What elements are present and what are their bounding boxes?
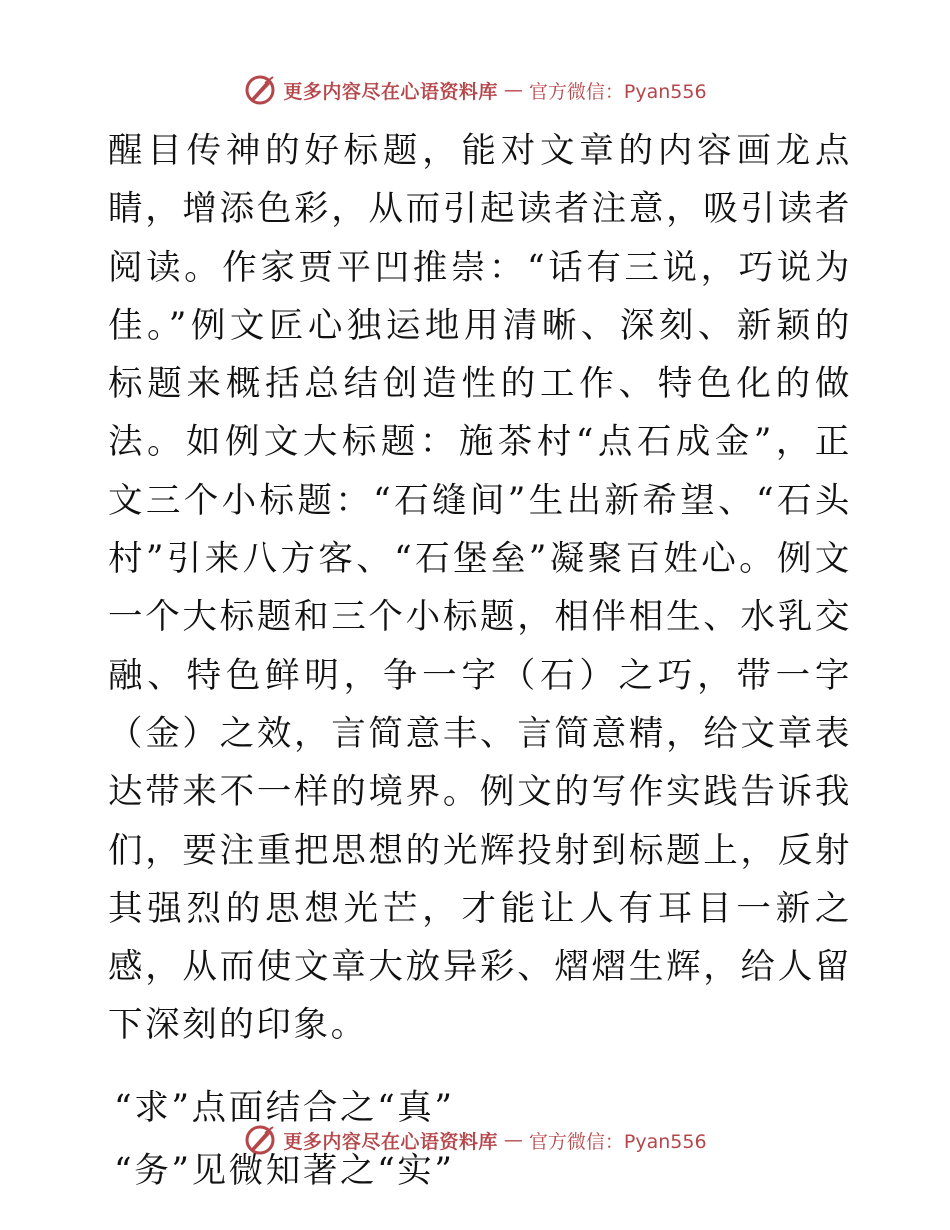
- footer-banner-dash: —: [503, 1129, 523, 1151]
- header-banner: [0, 70, 950, 110]
- document-body: [98, 122, 852, 1200]
- section-heading-qiu: “求”点面结合之“真”: [114, 1087, 455, 1128]
- header-banner-dash: —: [503, 79, 523, 101]
- section-heading-wu: “务”见微知著之“实”: [114, 1150, 455, 1191]
- footer-banner: [0, 1120, 950, 1160]
- footer-banner-text: 更多内容尽在心语资料库: [283, 1130, 498, 1153]
- quill-circle-logo-icon: [243, 1123, 277, 1157]
- header-banner-wechat: 官方微信：Pyan556: [528, 80, 707, 103]
- footer-banner-wechat: 官方微信：Pyan556: [528, 1130, 707, 1153]
- body-paragraph: 醒目传神的好标题，能对文章的内容画龙点睛，增添色彩，从而引起读者注意，吸引读者阅读。作家贾平凹推崇：“话有三说，巧说为佳。”例文匠心独运地用清晰、深刻、新颖的标题来概括总结创造性的工作、特色化的做法。如例文大标题：施茶村“点石成金”，正文三个小标题：“石缝间”生出新希望、“石头村”引来八方客、“石堡垒”凝聚百姓心。例文一个大标题和三个小标题，相伴相生、水乳交融、特色鲜明，争一字（石）之巧，带一字（金）之效，言简意丰、言简意精，给文章表达带来不一样的境界。例文的写作实践告诉我们，要注重把思想的光辉投射到标题上，反射其强烈的思想光芒，才能让人有耳目一新之感，从而使文章大放异彩、熠熠生辉，给人留下深刻的印象。: [108, 131, 852, 1046]
- footer-banner-content: [243, 1123, 706, 1157]
- quill-circle-logo-icon: [243, 73, 277, 107]
- header-banner-text: 更多内容尽在心语资料库: [283, 80, 498, 103]
- header-banner-content: [243, 73, 706, 107]
